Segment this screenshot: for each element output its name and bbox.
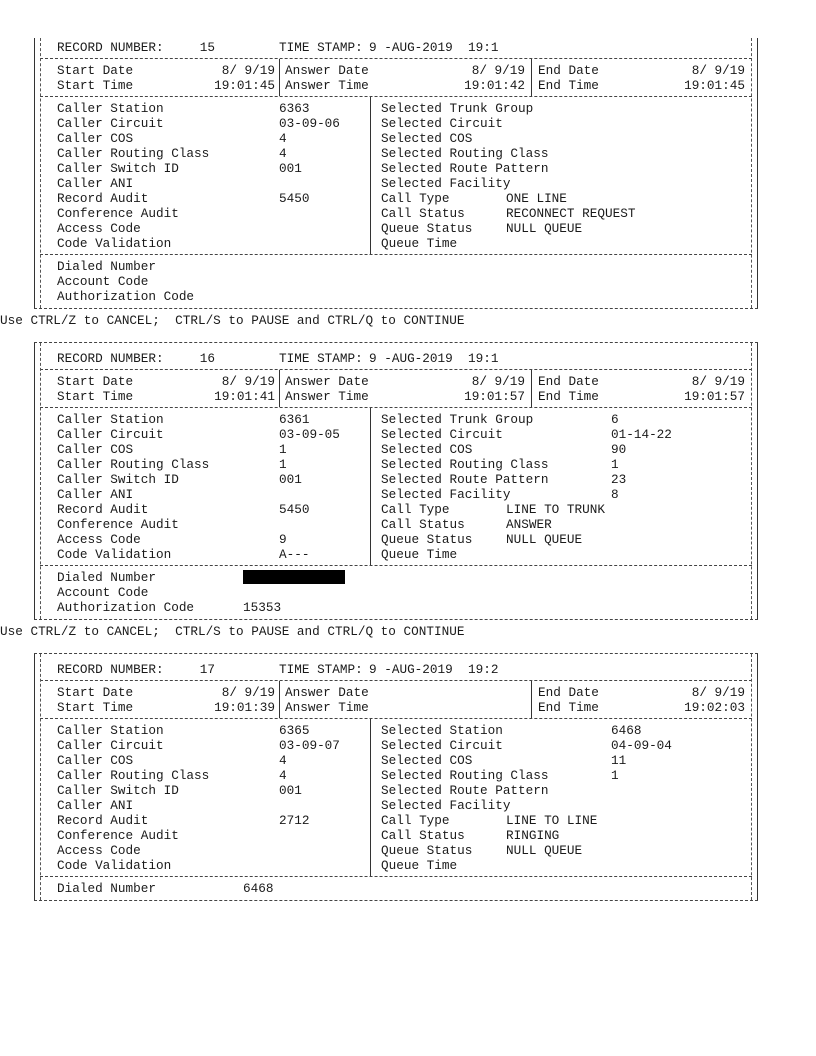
call-type-label: Call Type bbox=[381, 191, 450, 206]
end-time-label: End Time bbox=[538, 389, 599, 404]
answer-time-label: Answer Time bbox=[285, 700, 369, 715]
answer-time-label: Answer Time bbox=[285, 78, 369, 93]
start-time-label: Start Time bbox=[57, 78, 134, 93]
authorization-code-label: Authorization Code bbox=[57, 600, 195, 615]
dialed-number-label: Dialed Number bbox=[57, 259, 156, 274]
selected-routing-class: 1 bbox=[611, 457, 619, 472]
selected-cos-label: Selected COS bbox=[381, 131, 473, 146]
caller-station-label: Caller Station bbox=[57, 723, 164, 738]
time-stamp: 9 -AUG-2019 19:2 bbox=[369, 662, 499, 677]
selected-routing-class-label: Selected Routing Class bbox=[381, 768, 549, 783]
access-code-label: Access Code bbox=[57, 221, 141, 236]
caller-routing-class: 4 bbox=[279, 768, 287, 783]
caller-routing-class: 1 bbox=[279, 457, 287, 472]
control-notice: Use CTRL/Z to CANCEL; CTRL/S to PAUSE and CTRL/Q to CONTINUE bbox=[0, 624, 465, 639]
selected-route-pattern-label: Selected Route Pattern bbox=[381, 472, 549, 487]
selected-circuit-label: Selected Circuit bbox=[381, 116, 503, 131]
start-time: 19:01:39 bbox=[214, 700, 275, 715]
cdr-report-page bbox=[0, 38, 758, 901]
caller-cos-label: Caller COS bbox=[57, 753, 134, 768]
caller-station: 6363 bbox=[279, 101, 310, 116]
answer-date: 8/ 9/19 bbox=[471, 374, 525, 389]
end-time: 19:02:03 bbox=[684, 700, 745, 715]
record-audit: 5450 bbox=[279, 191, 310, 206]
conference-audit-label: Conference Audit bbox=[57, 517, 179, 532]
end-time-label: End Time bbox=[538, 700, 599, 715]
caller-cos: 4 bbox=[279, 131, 287, 146]
dialed-number-label: Dialed Number bbox=[57, 570, 156, 585]
record-number-label: RECORD NUMBER: bbox=[57, 40, 164, 55]
code-validation-label: Code Validation bbox=[57, 858, 172, 873]
caller-switch-id-label: Caller Switch ID bbox=[57, 783, 179, 798]
queue-status-label: Queue Status bbox=[381, 221, 473, 236]
start-time-label: Start Time bbox=[57, 389, 134, 404]
time-stamp: 9 -AUG-2019 19:1 bbox=[369, 351, 499, 366]
end-date-label: End Date bbox=[538, 63, 599, 78]
caller-routing-class-label: Caller Routing Class bbox=[57, 457, 210, 472]
selected-route-pattern-label: Selected Route Pattern bbox=[381, 783, 549, 798]
call-status: RECONNECT REQUEST bbox=[506, 206, 636, 221]
end-time: 19:01:57 bbox=[684, 389, 745, 404]
answer-date-label: Answer Date bbox=[285, 685, 369, 700]
record-header bbox=[35, 662, 757, 677]
start-date-label: Start Date bbox=[57, 63, 134, 78]
time-stamp-label: TIME STAMP: bbox=[279, 40, 363, 55]
authorization-code: 15353 bbox=[243, 600, 282, 615]
start-date: 8/ 9/19 bbox=[221, 685, 275, 700]
selected-circuit: 01-14-22 bbox=[611, 427, 672, 442]
end-date-label: End Date bbox=[538, 685, 599, 700]
caller-routing-class: 4 bbox=[279, 146, 287, 161]
selected-circuit: 04-09-04 bbox=[611, 738, 672, 753]
end-date: 8/ 9/19 bbox=[691, 374, 745, 389]
selected-cos: 11 bbox=[611, 753, 627, 768]
caller-station: 6361 bbox=[279, 412, 310, 427]
call-status: RINGING bbox=[506, 828, 560, 843]
caller-station: 6365 bbox=[279, 723, 310, 738]
call-status-label: Call Status bbox=[381, 517, 465, 532]
answer-time-label: Answer Time bbox=[285, 389, 369, 404]
record-audit-label: Record Audit bbox=[57, 191, 149, 206]
call-type-label: Call Type bbox=[381, 502, 450, 517]
queue-status: NULL QUEUE bbox=[506, 532, 583, 547]
record-audit: 5450 bbox=[279, 502, 310, 517]
answer-time: 19:01:42 bbox=[464, 78, 525, 93]
caller-cos-label: Caller COS bbox=[57, 442, 134, 457]
record-number: 16 bbox=[199, 351, 215, 366]
selected-route-pattern-label: Selected Route Pattern bbox=[381, 161, 549, 176]
selected-cos-label: Selected COS bbox=[381, 442, 473, 457]
selected-facility-label: Selected Facility bbox=[381, 487, 511, 502]
record-number-label: RECORD NUMBER: bbox=[57, 351, 164, 366]
selected-station-label: Selected Station bbox=[381, 723, 503, 738]
record-header bbox=[35, 40, 757, 55]
control-notice: Use CTRL/Z to CANCEL; CTRL/S to PAUSE and CTRL/Q to CONTINUE bbox=[0, 313, 465, 328]
queue-status-label: Queue Status bbox=[381, 843, 473, 858]
selected-routing-class-label: Selected Routing Class bbox=[381, 146, 549, 161]
end-date: 8/ 9/19 bbox=[691, 685, 745, 700]
call-status-label: Call Status bbox=[381, 828, 465, 843]
call-record-16 bbox=[34, 343, 758, 619]
code-validation-label: Code Validation bbox=[57, 236, 172, 251]
end-date: 8/ 9/19 bbox=[691, 63, 745, 78]
queue-status: NULL QUEUE bbox=[506, 843, 583, 858]
caller-switch-id: 001 bbox=[279, 472, 302, 487]
queue-status: NULL QUEUE bbox=[506, 221, 583, 236]
selected-circuit-label: Selected Circuit bbox=[381, 738, 503, 753]
call-type: ONE LINE bbox=[506, 191, 567, 206]
caller-circuit-label: Caller Circuit bbox=[57, 738, 164, 753]
time-stamp-label: TIME STAMP: bbox=[279, 662, 363, 677]
start-date-label: Start Date bbox=[57, 374, 134, 389]
record-audit: 2712 bbox=[279, 813, 310, 828]
redacted-dialed-number bbox=[243, 570, 345, 584]
caller-switch-id: 001 bbox=[279, 161, 302, 176]
end-time-label: End Time bbox=[538, 78, 599, 93]
caller-station-label: Caller Station bbox=[57, 412, 164, 427]
caller-switch-id-label: Caller Switch ID bbox=[57, 472, 179, 487]
selected-trunk-group-label: Selected Trunk Group bbox=[381, 412, 534, 427]
caller-switch-id: 001 bbox=[279, 783, 302, 798]
queue-time-label: Queue Time bbox=[381, 858, 458, 873]
caller-circuit-label: Caller Circuit bbox=[57, 427, 164, 442]
access-code-label: Access Code bbox=[57, 843, 141, 858]
dialed-number-label: Dialed Number bbox=[57, 881, 156, 896]
record-number: 15 bbox=[199, 40, 215, 55]
conference-audit-label: Conference Audit bbox=[57, 828, 179, 843]
queue-time-label: Queue Time bbox=[381, 547, 458, 562]
record-number-label: RECORD NUMBER: bbox=[57, 662, 164, 677]
end-time: 19:01:45 bbox=[684, 78, 745, 93]
caller-circuit-label: Caller Circuit bbox=[57, 116, 164, 131]
call-record-15 bbox=[34, 38, 758, 308]
authorization-code-label: Authorization Code bbox=[57, 289, 195, 304]
answer-date-label: Answer Date bbox=[285, 374, 369, 389]
selected-trunk-group: 6 bbox=[611, 412, 619, 427]
answer-date-label: Answer Date bbox=[285, 63, 369, 78]
caller-cos: 4 bbox=[279, 753, 287, 768]
start-date: 8/ 9/19 bbox=[221, 63, 275, 78]
call-type-label: Call Type bbox=[381, 813, 450, 828]
record-header bbox=[35, 351, 757, 366]
selected-facility-label: Selected Facility bbox=[381, 798, 511, 813]
caller-circuit: 03-09-06 bbox=[279, 116, 340, 131]
queue-time-label: Queue Time bbox=[381, 236, 458, 251]
selected-trunk-group-label: Selected Trunk Group bbox=[381, 101, 534, 116]
start-time: 19:01:41 bbox=[214, 389, 275, 404]
answer-time: 19:01:57 bbox=[464, 389, 525, 404]
caller-switch-id-label: Caller Switch ID bbox=[57, 161, 179, 176]
record-audit-label: Record Audit bbox=[57, 813, 149, 828]
start-date-label: Start Date bbox=[57, 685, 134, 700]
caller-ani-label: Caller ANI bbox=[57, 798, 134, 813]
end-date-label: End Date bbox=[538, 374, 599, 389]
caller-circuit: 03-09-07 bbox=[279, 738, 340, 753]
caller-routing-class-label: Caller Routing Class bbox=[57, 146, 210, 161]
caller-ani-label: Caller ANI bbox=[57, 487, 134, 502]
call-type: LINE TO TRUNK bbox=[506, 502, 605, 517]
record-audit-label: Record Audit bbox=[57, 502, 149, 517]
dialed-number: 6468 bbox=[243, 881, 274, 896]
caller-cos: 1 bbox=[279, 442, 287, 457]
selected-routing-class-label: Selected Routing Class bbox=[381, 457, 549, 472]
time-stamp-label: TIME STAMP: bbox=[279, 351, 363, 366]
queue-status-label: Queue Status bbox=[381, 532, 473, 547]
caller-routing-class-label: Caller Routing Class bbox=[57, 768, 210, 783]
selected-facility: 8 bbox=[611, 487, 619, 502]
call-type: LINE TO LINE bbox=[506, 813, 598, 828]
access-code-label: Access Code bbox=[57, 532, 141, 547]
selected-route-pattern: 23 bbox=[611, 472, 627, 487]
start-time-label: Start Time bbox=[57, 700, 134, 715]
call-status: ANSWER bbox=[506, 517, 552, 532]
code-validation: A--- bbox=[279, 547, 310, 562]
access-code: 9 bbox=[279, 532, 287, 547]
call-record-17 bbox=[34, 654, 758, 900]
caller-station-label: Caller Station bbox=[57, 101, 164, 116]
call-status-label: Call Status bbox=[381, 206, 465, 221]
selected-station: 6468 bbox=[611, 723, 642, 738]
selected-cos-label: Selected COS bbox=[381, 753, 473, 768]
start-time: 19:01:45 bbox=[214, 78, 275, 93]
answer-date: 8/ 9/19 bbox=[471, 63, 525, 78]
account-code-label: Account Code bbox=[57, 585, 149, 600]
code-validation-label: Code Validation bbox=[57, 547, 172, 562]
caller-ani-label: Caller ANI bbox=[57, 176, 134, 191]
time-stamp: 9 -AUG-2019 19:1 bbox=[369, 40, 499, 55]
record-number: 17 bbox=[199, 662, 215, 677]
conference-audit-label: Conference Audit bbox=[57, 206, 179, 221]
account-code-label: Account Code bbox=[57, 274, 149, 289]
selected-routing-class: 1 bbox=[611, 768, 619, 783]
caller-circuit: 03-09-05 bbox=[279, 427, 340, 442]
selected-cos: 90 bbox=[611, 442, 627, 457]
selected-facility-label: Selected Facility bbox=[381, 176, 511, 191]
caller-cos-label: Caller COS bbox=[57, 131, 134, 146]
start-date: 8/ 9/19 bbox=[221, 374, 275, 389]
selected-circuit-label: Selected Circuit bbox=[381, 427, 503, 442]
